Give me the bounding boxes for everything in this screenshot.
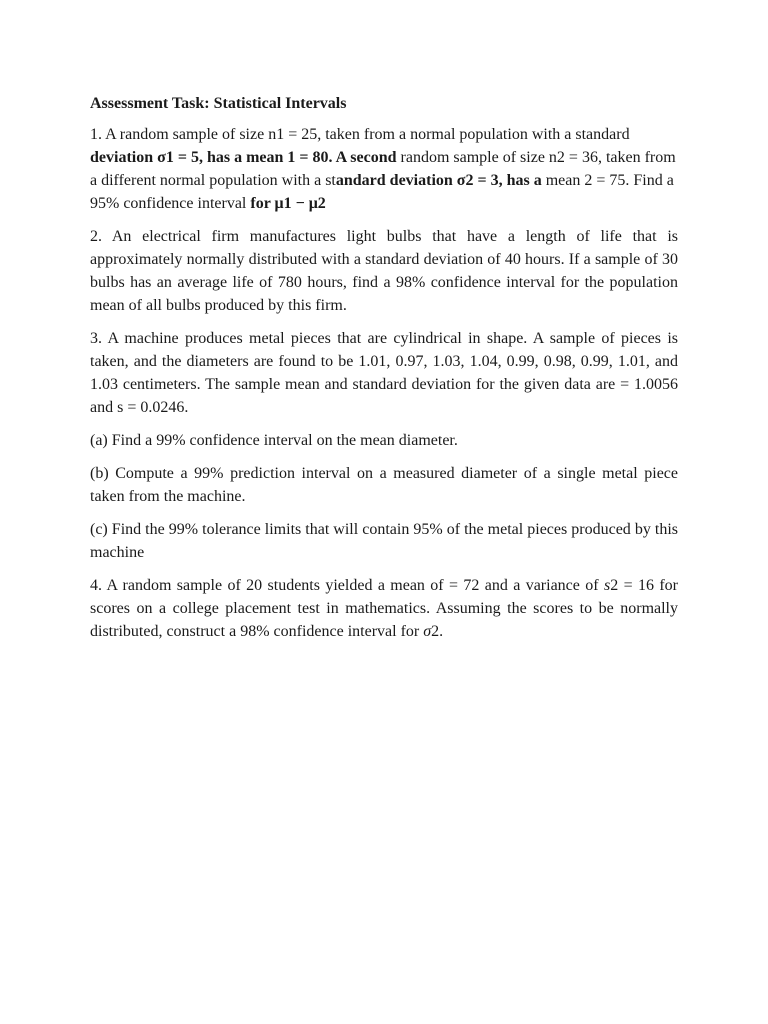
q4-text-3: 2.: [431, 623, 444, 640]
q1-bold-1: deviation σ1 = 5, has a mean 1 = 80. A second: [90, 149, 397, 166]
question-3a: (a) Find a 99% confidence interval on the mean diameter.: [90, 432, 458, 449]
q4-text-2: 2 = 16 for scores on a college placement test in mathematics. Assuming the scores to be normally distributed, construct a 98% confidence interval for: [90, 577, 678, 640]
document-title: Assessment Task: Statistical Intervals: [90, 95, 347, 112]
question-3b: (b) Compute a 99% prediction interval on a measured diameter of a single metal piece taken from the machine.: [90, 465, 678, 505]
q1-text-3: mean 2 = 75. Find a 95% confidence interval: [90, 172, 674, 212]
q4-text-1: 4. A random sample of 20 students yielded a mean of = 72 and a variance of: [90, 577, 604, 594]
q1-bold-3: for μ1 − μ2: [250, 195, 326, 212]
q1-text-1: 1. A random sample of size n1 = 25, taken from a normal population with a standard: [90, 126, 630, 143]
question-2: 2. An electrical firm manufactures light bulbs that have a length of life that is approximately normally distributed with a standard deviation of 40 hours. If a sample of 30 bulbs has an average life of 780 hours, find a 98% confidence interval for the population mean of all bulbs produced by this firm.: [90, 228, 678, 314]
document-page: [90, 92, 678, 653]
q4-italic-s: s: [603, 577, 611, 594]
question-3c: (c) Find the 99% tolerance limits that will contain 95% of the metal pieces produced by this machine: [90, 521, 678, 561]
question-1: [90, 123, 678, 215]
question-4: [90, 574, 678, 643]
q1-text-2: random sample of size n2 = 36, taken from a different normal population with a st: [90, 149, 676, 189]
question-3: 3. A machine produces metal pieces that are cylindrical in shape. A sample of pieces is taken, and the diameters are found to be 1.01, 0.97, 1.03, 1.04, 0.99, 0.98, 0.99, 1.01, and 1.03 centimeters. The sample mean and standard deviation for the given data are = 1.0056 and s = 0.0246.: [90, 330, 678, 416]
q4-italic-sigma: σ: [423, 623, 432, 640]
q1-bold-2: andard deviation σ2 = 3, has a: [335, 172, 542, 189]
